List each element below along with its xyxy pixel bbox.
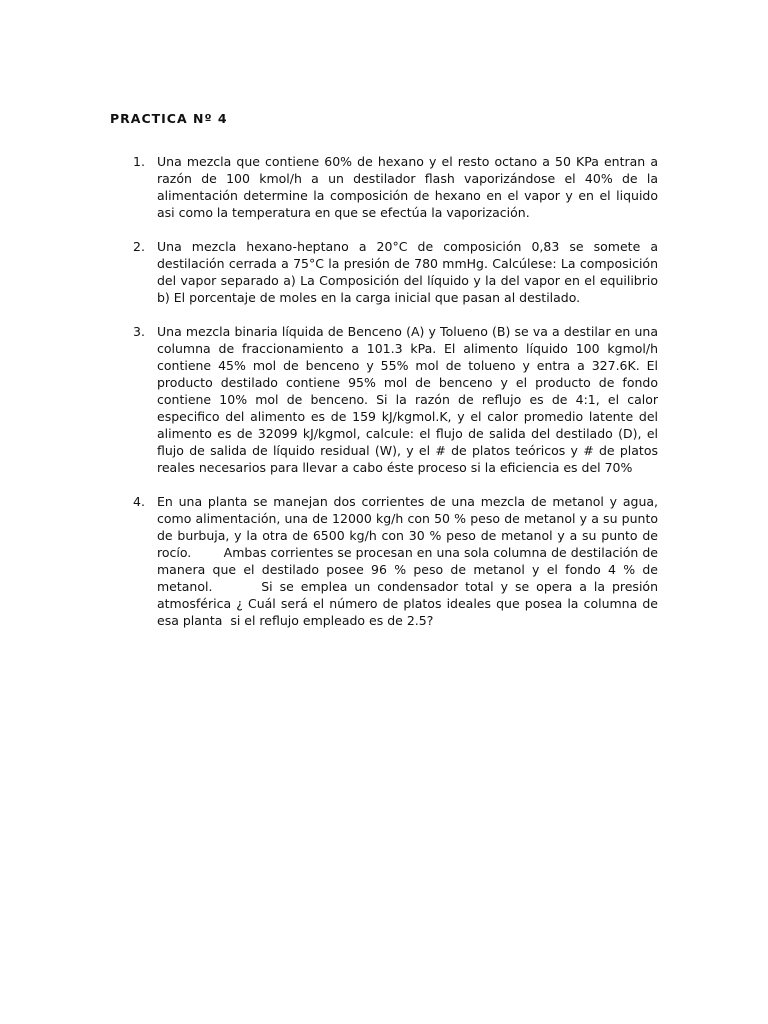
problem-text: Una mezcla que contiene 60% de hexano y el resto octano a 50 KPa entran a razón de 100 kmol/h a un destilador flash vaporizándose el 40% de la alimentación determine la composición de hexano en el vapor y en el liquido asi como la temperatura en que se efectúa la vaporización.: [157, 154, 658, 220]
problem-number: 3.: [133, 324, 145, 339]
problem-item-1: [110, 153, 658, 221]
problem-text: En una planta se manejan dos corrientes de una mezcla de metanol y agua, como alimentación, una de 12000 kg/h con 50 % peso de metanol y a su punto de burbuja, y la otra de 6500 kg/h con 30 % peso de metanol y a su punto de rocío. Ambas corrientes se procesan en una sola columna de destilación de manera que el destilado posee 96 % peso de metanol y el fondo 4 % de metanol. Si se emplea un condensador total y se opera a la presión atmosférica ¿ Cuál será el número de platos ideales que posea la columna de esa planta si el reflujo empleado es de 2.5?: [157, 494, 662, 628]
problem-text: Una mezcla binaria líquida de Benceno (A) y Tolueno (B) se va a destilar en una columna de fraccionamiento a 101.3 kPa. El alimento líquido 100 kgmol/h contiene 45% mol de benceno y 55% mol de tolueno y entra a 327.6K. El producto destilado contiene 95% mol de benceno y el producto de fondo contiene 10% mol de benceno. Si la razón de reflujo es de 4:1, el calor especifico del alimento es de 159 kJ/kgmol.K, y el calor promedio latente del alimento es de 32099 kJ/kgmol, calcule: el flujo de salida del destilado (D), el flujo de salida de líquido residual (W), y el # de platos teóricos y # de platos reales necesarios para llevar a cabo éste proceso si la eficiencia es del 70%: [157, 324, 658, 475]
problem-list: [110, 153, 662, 629]
problem-item-4: [110, 493, 662, 629]
problem-number: 4.: [133, 494, 145, 509]
problem-item-2: [110, 238, 658, 306]
document-title: PRACTICA Nº 4: [110, 111, 228, 126]
problem-number: 1.: [133, 154, 145, 169]
problem-number: 2.: [133, 239, 145, 254]
problem-item-3: [110, 323, 658, 476]
problem-text: Una mezcla hexano-heptano a 20°C de composición 0,83 se somete a destilación cerrada a 75°C la presión de 780 mmHg. Calcúlese: La composición del vapor separado a) La Composición del líquido y la del vapor en el equilibrio b) El porcentaje de moles en la carga inicial que pasan al destilado.: [157, 239, 658, 305]
